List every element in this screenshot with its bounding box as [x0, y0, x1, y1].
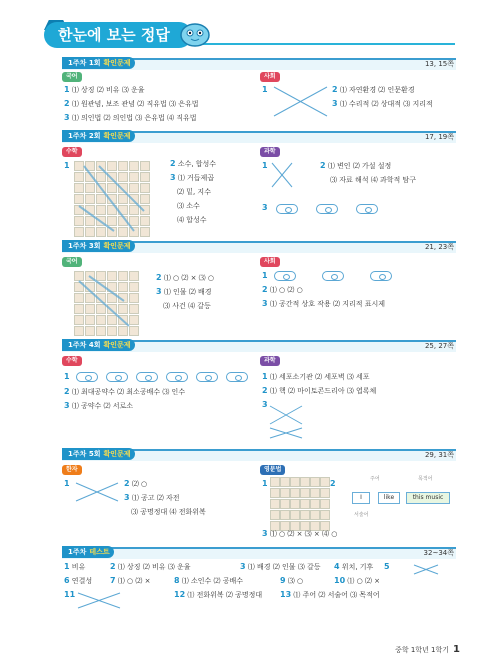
diagram-icon	[166, 372, 188, 382]
answer-3: 3 ⑴ 거듭제곱	[170, 173, 215, 182]
page-footer: 중학 1학년 1학기 1	[395, 644, 460, 655]
answer-number: 5	[384, 562, 390, 571]
grid-cell	[310, 488, 320, 498]
test-answer	[110, 562, 191, 572]
answer-2: 2 ⑴ 변인 ⑵ 가설 설정	[320, 161, 392, 170]
test-answer	[280, 590, 380, 600]
subject-tag: 사회	[260, 257, 280, 267]
answer-2: 2 ⑴ 최대공약수 ⑵ 최소공배수 ⑶ 인수	[64, 387, 186, 396]
answer-number: 2	[110, 562, 116, 571]
answer-2: 2 ⑵ ○	[124, 479, 148, 488]
matching-lines	[76, 590, 126, 612]
grid-cell	[270, 488, 280, 498]
page-number: 1	[453, 644, 460, 655]
answer-text: ⑴ ○ ⑵ ×	[115, 577, 151, 585]
diagram-icon	[276, 204, 298, 214]
grid-cell	[280, 477, 290, 487]
grid-cell	[300, 499, 310, 509]
answer-1: 1	[262, 271, 268, 280]
answer-2: 2 ⑴ ○ ⑵ × ⑶ ○	[156, 273, 215, 282]
answer-2: 2 ⑴ ○ ⑵ ○	[262, 285, 303, 294]
subject-tag: 과학	[260, 147, 280, 157]
answer-3: 3	[262, 400, 268, 409]
answer-text: ⑴ 소인수 ⑵ 공배수	[179, 577, 244, 585]
subject-tag: 영문법	[260, 465, 285, 475]
answer-number: 13	[280, 590, 292, 599]
grid-cell	[280, 510, 290, 520]
section-week1-day1	[62, 58, 456, 130]
answer-text: ⑴ 상징 ⑵ 비유 ⑶ 운율	[115, 563, 191, 571]
grid-cell	[320, 477, 330, 487]
answer-3: 3 ⑴ 의인법 ⑵ 의인법 ⑶ 은유법 ⑷ 직유법	[64, 113, 197, 122]
answer-3d: ⑷ 합성수	[177, 216, 207, 224]
grid-cell	[270, 510, 280, 520]
mascot-icon	[178, 18, 212, 48]
answer-text: ⑴ ○ ⑵ ×	[345, 577, 381, 585]
section-title: 1주차 3회 확인문제	[62, 240, 135, 252]
answer-text: ⑴ 주어 ⑵ 서술어 ⑶ 목적어	[291, 591, 380, 599]
answer-2: 2 ⑴ 핵 ⑵ 마이토콘드리아 ⑶ 엽록체	[262, 386, 377, 395]
matching-lines	[268, 402, 308, 442]
section-week1-day2	[62, 131, 456, 239]
answer-2: 2 ⑴ 원관념, 보조 관념 ⑵ 직유법 ⑶ 은유법	[64, 99, 199, 108]
answer-text: 위치, 기후	[339, 563, 374, 571]
answer-text: ⑴ 배경 ⑵ 인물 ⑶ 갈등	[245, 563, 321, 571]
answer-2: 2 소수, 합성수	[170, 159, 217, 168]
grid-cell	[290, 499, 300, 509]
test-answer	[384, 562, 390, 572]
answer-3: 3 ⑴ 공간적 상호 작용 ⑵ 지리적 표시제	[262, 299, 386, 308]
grid-cell	[280, 499, 290, 509]
section-title: 1주차 테스트	[62, 546, 114, 558]
page-ref: 13, 15쪽	[424, 60, 454, 68]
answer-number: 8	[174, 576, 180, 585]
word-grid	[270, 477, 329, 531]
diagram-label-subject: 주어	[370, 476, 380, 482]
matching-lines	[270, 161, 300, 191]
page-ref: 32~34쪽	[423, 549, 454, 557]
page-title: 한눈에 보는 정답	[44, 22, 192, 48]
section-bar	[62, 547, 456, 559]
matching-lines	[74, 479, 124, 509]
diagram-word-object: this music	[406, 492, 450, 504]
test-answer	[110, 576, 150, 586]
answer-3: 3 ⑴ 수리적 ⑵ 상대적 ⑶ 지리적	[332, 99, 433, 108]
section-week1-day4	[62, 340, 456, 446]
grid-cell	[310, 477, 320, 487]
subject-tag: 한자	[62, 465, 82, 475]
answer-1: 1 ⑴ 세포소기관 ⑵ 세포벽 ⑶ 세포	[262, 372, 370, 381]
test-answer	[64, 562, 85, 572]
answer-3: 3	[262, 203, 268, 212]
answer-3b: ⑶ 사건 ⑷ 갈등	[163, 302, 211, 310]
answer-3: 3 ⑴ 공약수 ⑵ 서로소	[64, 401, 134, 410]
page-ref: 29, 31쪽	[424, 451, 454, 459]
answer-3c: ⑶ 소수	[177, 202, 200, 210]
section-title: 1주차 4회 확인문제	[62, 339, 135, 351]
answer-3: 3 ⑴ 공고 ⑵ 자전	[124, 493, 180, 502]
answer-number: 9	[280, 576, 286, 585]
grid-cell	[280, 488, 290, 498]
answer-3b: ⑶ 공명정대 ⑷ 전화위복	[131, 508, 206, 516]
grid-cell	[320, 510, 330, 520]
answer-2: 2 ⑴ 자연환경 ⑵ 인문환경	[332, 85, 415, 94]
answer-3: 3 ⑴ 인물 ⑵ 배경	[156, 287, 212, 296]
grid-cell	[310, 510, 320, 520]
diagram-icon	[226, 372, 248, 382]
diagram-icon	[370, 271, 392, 281]
test-answer	[334, 576, 380, 586]
section-title: 1주차 5회 확인문제	[62, 448, 135, 460]
diagram-icon	[76, 372, 98, 382]
page-ref: 17, 19쪽	[424, 133, 454, 141]
section-title: 1주차 1회 확인문제	[62, 57, 135, 69]
grid-marks	[74, 271, 140, 337]
test-answer	[64, 590, 75, 600]
subject-tag: 국어	[62, 72, 82, 82]
diagram-label-object: 목적어	[418, 476, 433, 482]
answer-number: 12	[174, 590, 186, 599]
test-answer	[64, 576, 92, 586]
section-week1-test	[62, 547, 456, 617]
answer-1: 1	[262, 85, 268, 94]
diagram-label-predicate: 서술어	[354, 512, 369, 518]
answer-1: 1 ⑴ 상징 ⑵ 비유 ⑶ 운율	[64, 85, 145, 94]
diagram-icon	[136, 372, 158, 382]
diagram-icon	[322, 271, 344, 281]
section-title: 1주차 2회 확인문제	[62, 130, 135, 142]
subject-tag: 수학	[62, 356, 82, 366]
subject-tag: 과학	[260, 356, 280, 366]
answer-text: 연결성	[69, 577, 93, 585]
answer-2: 2	[330, 479, 336, 488]
answer-number: 11	[64, 590, 76, 599]
grid-cell	[270, 477, 280, 487]
answer-text: 비유	[69, 563, 86, 571]
answer-text: ⑴ 전화위복 ⑵ 공명정대	[185, 591, 263, 599]
page-ref: 25, 27쪽	[424, 342, 454, 350]
grid-cell	[290, 477, 300, 487]
grid-cell	[320, 499, 330, 509]
answer-1: 1	[262, 161, 268, 170]
answer-1: 1	[64, 372, 70, 381]
diagram-word-i: I	[352, 492, 370, 504]
test-answer	[280, 576, 303, 586]
subject-tag: 수학	[62, 147, 82, 157]
answer-1: 1	[64, 479, 70, 488]
matching-lines	[272, 84, 332, 120]
subject-tag: 국어	[62, 257, 82, 267]
diagram-word-like: like	[378, 492, 400, 504]
grid-cell	[300, 510, 310, 520]
answer-number: 3	[240, 562, 246, 571]
grid-cell	[300, 488, 310, 498]
test-answer	[174, 590, 262, 600]
subject-tag: 사회	[260, 72, 280, 82]
grid-cell	[290, 510, 300, 520]
answer-number: 10	[334, 576, 346, 585]
answer-3b: ⑵ 밑, 지수	[177, 188, 211, 196]
diagram-icon	[106, 372, 128, 382]
diagram-icon	[274, 271, 296, 281]
answer-1: 1	[64, 161, 70, 170]
section-week1-day3	[62, 241, 456, 337]
grid-cell	[290, 488, 300, 498]
grid-cell	[270, 499, 280, 509]
page-ref: 21, 23쪽	[424, 243, 454, 251]
answer-1: 1	[262, 479, 268, 488]
grid-cell	[310, 499, 320, 509]
diagram-icon	[356, 204, 378, 214]
test-answer	[334, 562, 373, 572]
diagram-icon	[316, 204, 338, 214]
diagram-icon	[196, 372, 218, 382]
answer-number: 7	[110, 576, 116, 585]
answer-number: 6	[64, 576, 70, 585]
grid-cell	[300, 477, 310, 487]
answer-3: 3 ⑴ ○ ⑵ × ⑶ × ⑷ ○	[262, 529, 338, 538]
test-answer	[174, 576, 243, 586]
grid-marks	[74, 161, 150, 237]
test-answer	[240, 562, 321, 572]
answer-number: 1	[64, 562, 70, 571]
answer-text: ⑶ ○	[285, 577, 304, 585]
answer-2b: ⑶ 자료 해석 ⑷ 과학적 탐구	[330, 176, 416, 184]
matching-lines	[412, 563, 442, 577]
grid-cell	[320, 488, 330, 498]
answer-number: 4	[334, 562, 340, 571]
section-week1-day5	[62, 449, 456, 543]
